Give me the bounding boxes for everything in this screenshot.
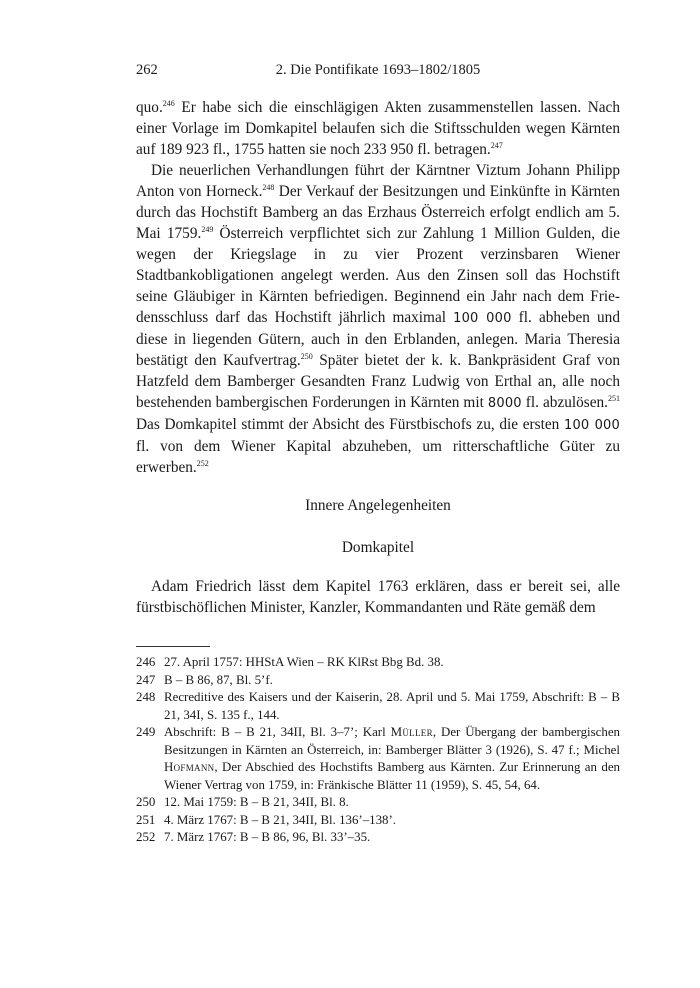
- running-header: [136, 62, 620, 82]
- footnote-ref-246: 246: [162, 99, 175, 108]
- footnote-247: [136, 672, 620, 690]
- footnote-ref-247: 247: [490, 141, 503, 150]
- text-run: Der Verkauf der Besitzungen und Einkünfte in Kärnten durch das Hochstift Bamberg an das Erzhaus Österreich erfolgt endlich am 5. Mai 1759.: [136, 183, 621, 242]
- footnote-249: [136, 724, 620, 794]
- text-run: fl. abheben und diese in liegenden Gütern, auch in den Erblanden, anlegen. Maria Theresia bestätigt den Kaufvertrag.: [136, 309, 620, 369]
- footnote-text: 7. März 1767: B – B 86, 96, Bl. 33’–35.: [164, 830, 371, 844]
- footnote-252: [136, 829, 620, 847]
- footnote-ref-252: 252: [196, 459, 209, 468]
- footnote-251: [136, 812, 620, 830]
- text-run: quo.: [136, 99, 163, 116]
- main-text: [136, 97, 620, 478]
- footnote-text: 4. März 1767: B – B 21, 34II, Bl. 136’–138’.: [164, 812, 397, 827]
- text-run: , Der Übergang der bambergischen Besitzungen in Kärnten an Österreich, in: Bamberger Blätter 3 (1926), S. 47 f.; Michel: [164, 725, 620, 757]
- paragraph-1: [136, 97, 620, 160]
- amount-figure: 100 000: [453, 311, 512, 326]
- text-run: Österreich verpflichtet sich zur Zahlung 1 Million Gulden, die wegen der Kriegslage in zu vier Prozent verzinsbaren Wiener Stadtbankobligationen angelegt werden. Aus den Zinsen soll das Hochstift seine Gläubiger in Kärnten befriedigen. Beginnend ein Jahr nach dem Friedensschluss darf das Hochstift jährlich maximal: [136, 225, 620, 326]
- author-name: Müller: [390, 725, 433, 739]
- footnote-number: 247: [136, 672, 156, 687]
- footnotes: [136, 654, 620, 847]
- paragraph-2: [136, 160, 620, 478]
- footnote-248: [136, 689, 620, 724]
- amount-figure: 100 000: [563, 418, 620, 433]
- footnote-246: [136, 654, 620, 672]
- main-text-continued: [136, 576, 620, 618]
- running-title: 2. Die Pontifikate 1693–1802/1805: [275, 62, 481, 78]
- text-run: Das Domkapitel stimmt der Absicht des Fürstbischofs zu, die ersten: [136, 416, 564, 433]
- footnote-number: 249: [136, 725, 156, 739]
- text-run: fl. abzulösen.: [521, 394, 608, 411]
- paragraph-3: Adam Friedrich lässt dem Kapitel 1763 erklären, dass er bereit sei, alle fürstbischöflichen Minister, Kanzler, Kommandanten und Räte gemäß dem: [136, 578, 620, 616]
- footnote-ref-248: 248: [262, 183, 275, 192]
- footnote-number: 246: [136, 655, 156, 669]
- footnote-text: [164, 725, 620, 792]
- footnote-number: 250: [136, 795, 156, 809]
- footnote-number: 251: [136, 812, 156, 827]
- footnote-text: 12. Mai 1759: B – B 21, 34II, Bl. 8.: [164, 795, 349, 809]
- amount-figure: 8000: [487, 396, 522, 411]
- footnote-text: Recreditive des Kaisers und der Kaiserin, 28. April und 5. Mai 1759, Abschrift: B – B 21, 34I, S. 135 f., 144.: [164, 690, 620, 722]
- footnote-number: 252: [136, 830, 156, 844]
- text-run: Die neuerlichen Verhandlungen führt der Kärntner Viztum Johann Philipp Anton von Horneck.: [136, 162, 620, 200]
- author-name: Hofmann: [164, 760, 215, 774]
- footnote-250: [136, 794, 620, 812]
- footnote-text: 27. April 1757: HHStA Wien – RK KlRst Bbg Bd. 38.: [164, 655, 444, 669]
- footnote-ref-251: 251: [608, 394, 620, 403]
- text-run: fl. von dem Wiener Kapital abzuheben, um ritterschaftliche Güter zu erwerben.: [136, 438, 620, 476]
- footnote-text: B – B 86, 87, Bl. 5’f.: [164, 672, 273, 687]
- page-number: 262: [136, 62, 158, 78]
- text-run: , Der Abschied des Hochstifts Bamberg aus Kärnten. Zur Erinnerung an den Wiener Vertrag von 1759, in: Fränkische Blätter 11 (1959), S. 45, 54, 64.: [164, 760, 620, 792]
- section-heading: Innere Angelegenheiten: [305, 497, 451, 514]
- text-run: Abschrift: B – B 21, 34II, Bl. 3–7’; Karl: [164, 725, 391, 739]
- footnote-number: 248: [136, 690, 156, 704]
- text-run: Er habe sich die einschlägigen Akten zusammenstellen lassen. Nach einer Vorlage im Domkapitel belaufen sich die Stiftsschulden wegen Kärnten auf 189 923 fl., 1755 hatten sie noch 233 950 fl. betragen.: [136, 99, 620, 158]
- footnote-ref-249: 249: [201, 225, 214, 234]
- text-run: Später bietet der k. k. Bankpräsident Graf von Hatzfeld dem Bamberger Gesandten Franz Ludwig von Erthal an, alle noch bestehenden bambergischen Forderungen in Kärnten mit: [136, 352, 620, 411]
- footnote-ref-250: 250: [300, 352, 313, 361]
- subsection-heading: Domkapitel: [341, 539, 415, 556]
- footnote-rule: [136, 646, 210, 647]
